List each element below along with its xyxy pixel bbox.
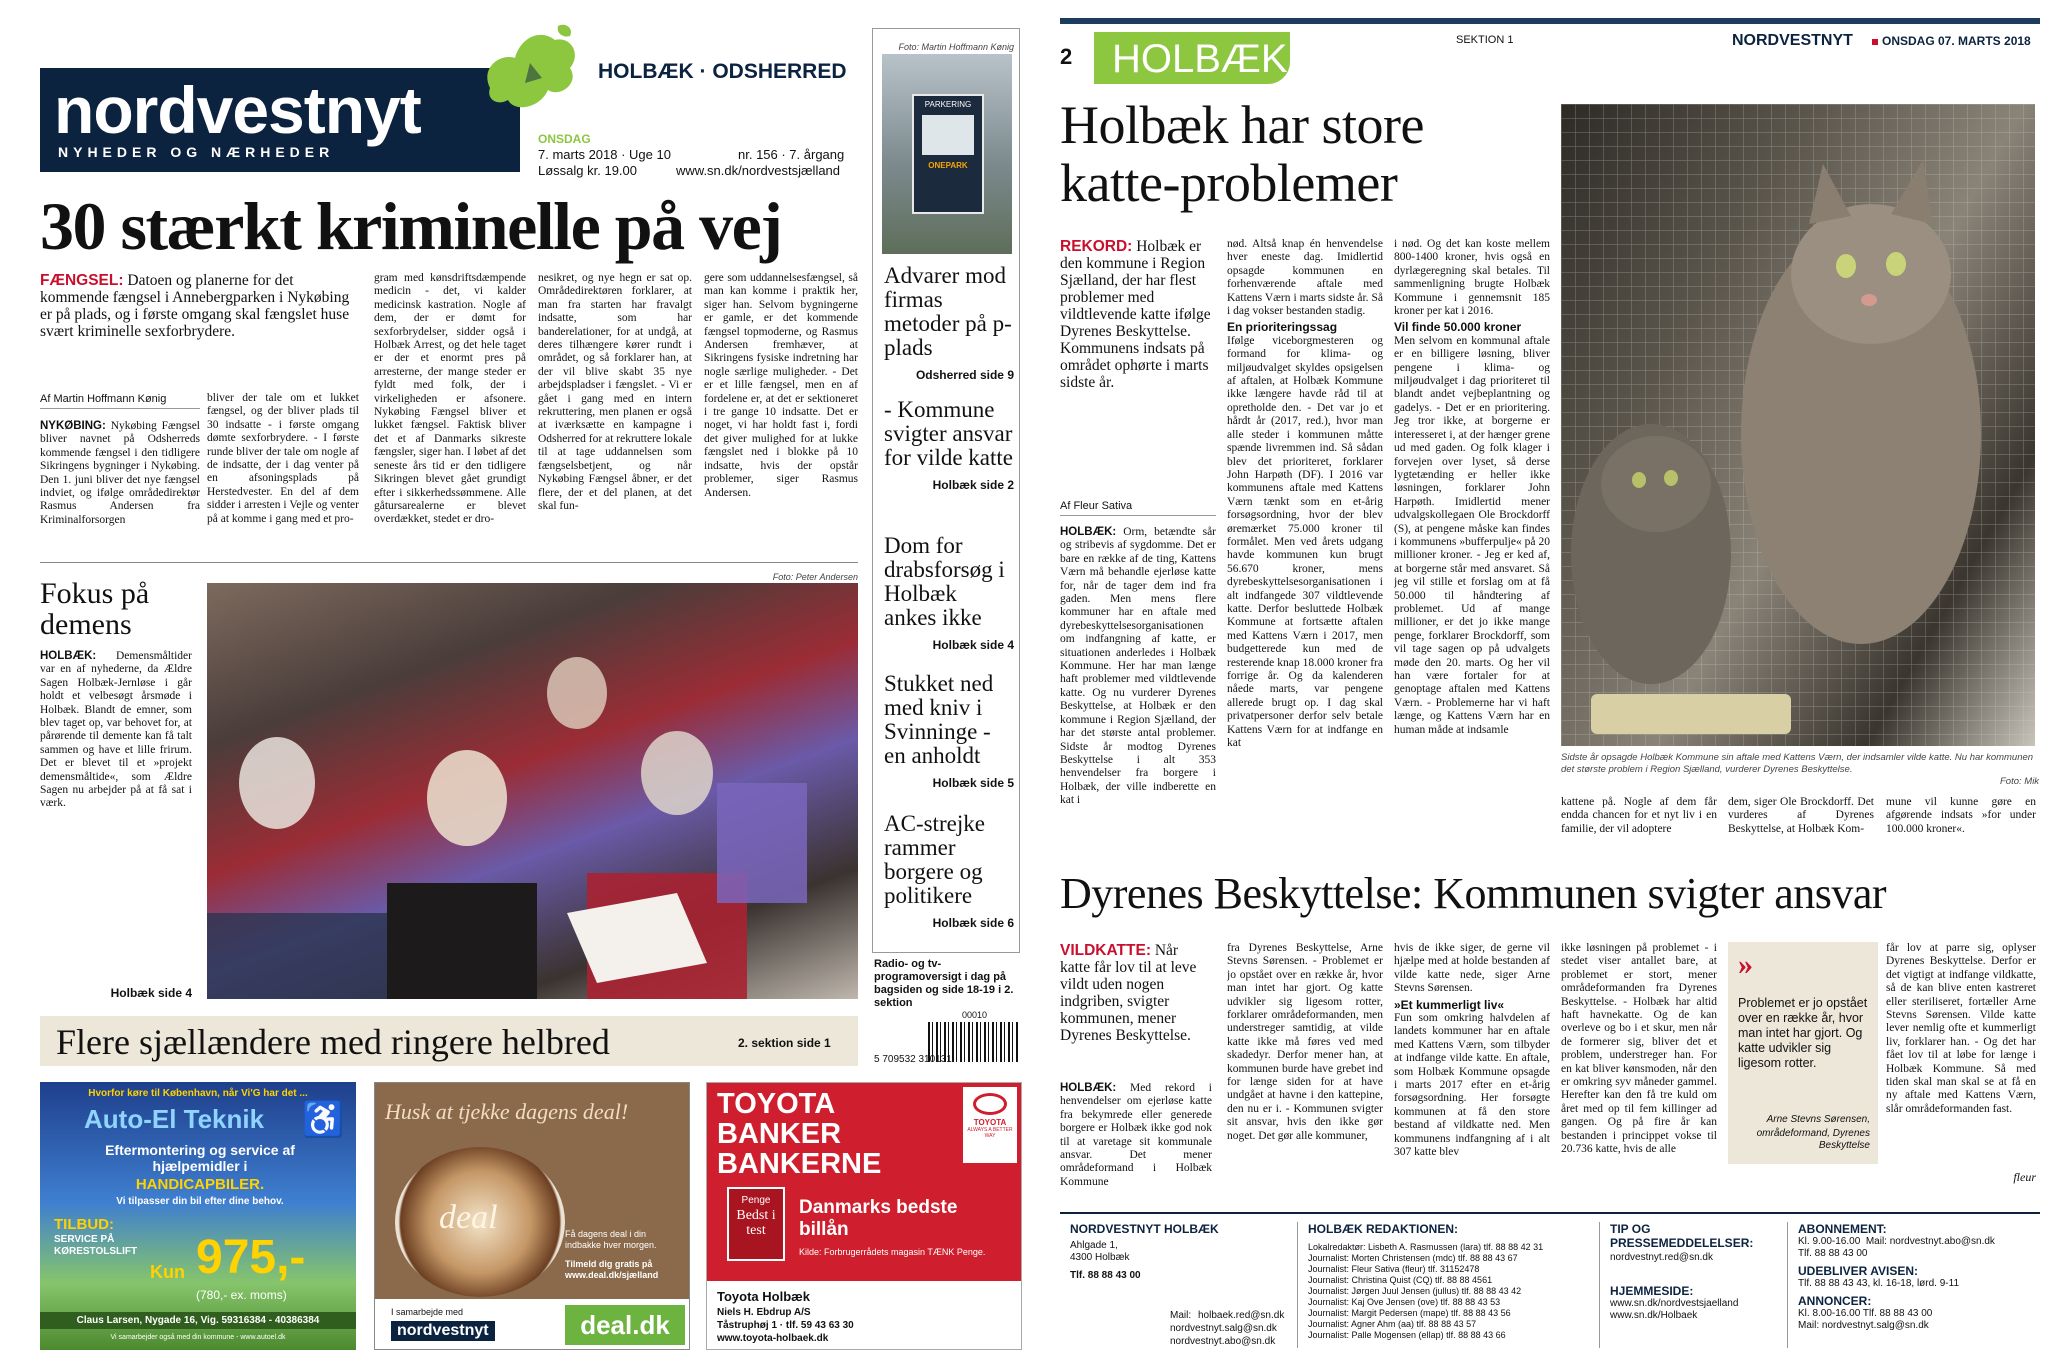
ad-toyota-headline: TOYOTA BANKER BANKERNE xyxy=(717,1088,882,1180)
lead-col-3: gram med kønsdriftsdæmpende medicin - det, vi kalder medicinsk kastration. Nogle af dem, der er dømt for sexforbrydelser, sidder også i Holbæk Arrest, og det hele taget er der et enormt pres på arresterne, der mange steder er fyldt med folk, der i virkeligheden er afsonere. Nykøbing Fængsel bliver et lukket fængsel. Faktisk bliver det et af Danmarks sikreste fængsler, siger han. I løbet af det seneste års tid er den tidligere Sikringen blevet gået grundigt efter i sikkerhedssømmene. Alle gåtursarealerne er blevet overdækket, stedet er dro- xyxy=(374,272,526,526)
masthead-price: Løssalg kr. 19.00 xyxy=(538,163,637,178)
coffee-cup xyxy=(395,1147,565,1297)
footer-abo: ABONNEMENT: Kl. 9.00-16.00 Mail: nordvestnyt.abo@sn.dk Tlf. 88 88 43 00 UDEBLIVER AVISEN: Tlf. 88 88 43 43, kl. 16-18, lørd. 9-11 ANNONCER: Kl. 8.00-16.00 Tlf. 88 88 43 00 Mail: nordvestnyt.salg@sn.dk xyxy=(1798,1222,2038,1348)
fokus-body: HOLBÆK: Demensmåltider var en af nyhederne, da Ældre Sagen Holbæk-Jernløse i går holdt et velbesøgt årsmøde i Holbæk. Blandt de emner, som blev taget op, var behovet for, at pårørende til demente kan få talt sammen og have et lille frirum. Det er blevet til et »projekt demensmåltide«, som Ældre Sagen nu arbejder på at få sat i værk. xyxy=(40,650,192,810)
banner[interactable] xyxy=(40,1016,858,1066)
story2-col-1: HOLBÆK: Med rekord i henvendelser om ejerløse katte fra bekymrede eller generede borgere er Holbæk ikke god nok til at varetage sit kommunale ansvar. Det mener områdeformand i Holbæk Kommune xyxy=(1060,1082,1212,1188)
ad-toyota[interactable] xyxy=(706,1082,1022,1350)
lead-headline: 30 stærkt kriminelle på vej xyxy=(40,188,782,264)
ad-toyota-dealer-line1: Niels H. Ebdrup A/S xyxy=(717,1307,811,1318)
quote-box xyxy=(1728,942,1878,1164)
parking-sign-brand: ONEPARK xyxy=(928,161,968,170)
lead-col-2: bliver der tale om et lukket fængsel, og der bliver plads til 30 indsatte - i første omgang dømte sexforbrydere. - I første runde bliver der tale om nogle af de indsatte, der i dag venter på en afsoningsplads på Herstedvester. En del af dem sidder i arresten i Vejle og venter på at komme i gang med et pro- xyxy=(207,392,359,525)
redaktion-line: Journalist: Morten Christensen (mdc) tlf. 88 88 43 67 xyxy=(1308,1253,1518,1263)
parking-sign xyxy=(912,94,984,214)
masthead-weekday: ONSDAG xyxy=(538,132,591,146)
teaser-item-4[interactable]: Stukket ned med kniv i Svinninge - en anholdt Holbæk side 5 xyxy=(884,671,1014,790)
cat-photo-scene xyxy=(1561,104,2035,746)
ad-autoel[interactable] xyxy=(40,1082,356,1350)
header-date-marker xyxy=(1872,39,1878,45)
ad-deal-logo: nordvestnyt xyxy=(391,1321,495,1341)
footer-mail-2[interactable]: nordvestnyt.salg@sn.dk xyxy=(1170,1323,1277,1334)
fokus-ref: Holbæk side 4 xyxy=(110,986,192,1000)
story1-col-2: nød. Altså knap én henvendelse hver eneste dag. Imidlertid opsagde kommunen en forhenværende aftale med Kattens Værn i marts sidste år. Så i dag vokser bestanden stadig. En prioriteringssag Ifølge viceborgmesteren og formand for klima- og miljøudvalget skyldes opsigelsen af aftalen, at Holbæk Kommune ikke længere havde råd til at opretholde den. - Det var jo et hårdt år (2017, red.), hvor man alle steder i kommunen måtte spænde livremmen ind. Så sådan blev det prioriteret, forklarer John Harpøth (DF). I 2016 var kommunens aftale med Kattens Værn tænkt som en et-årig forsøgsordning, hvor der blev øremærket 75.000 kroner til formålet. Men ved årets udgang havde kommunen kun brugt 56.670 kroner, mens dyrebeskyttelsesorganisationen i alt indfangede 307 vildtlevende katte. Derfor besluttede Holbæk Kommune at fortsætte aftalen med Kattens Værn i 2017, men budgetterede kun med de resterende knap 18.000 kroner fra forrige år. Og da kalenderen nåede marts, var pengene allerede brugt op. I dag skal privatpersoner derfor selv betale Kattens Værn for at indfange en kat xyxy=(1227,238,1383,750)
ad-toyota-logo-box xyxy=(963,1087,1017,1163)
ad-autoel-address: Claus Larsen, Nygade 16, Vig. 59316384 - 40386384 xyxy=(40,1312,356,1329)
redaktion-line: Lokalredaktør: Lisbeth A. Rasmussen (lara) tlf. 88 88 42 31 xyxy=(1308,1242,1544,1252)
teaser-item-5[interactable]: AC-strejke rammer borgere og politikere Holbæk side 6 xyxy=(884,811,1014,930)
barcode-top: 00010 xyxy=(962,1010,988,1020)
ad-autoel-tilbud: TILBUD: xyxy=(54,1216,114,1233)
quote-name: Arne Stevns Sørensen, xyxy=(1766,1114,1870,1125)
page-number: 2 xyxy=(1060,44,1073,69)
section-tab-label: HOLBÆK xyxy=(1112,37,1288,81)
section-divider xyxy=(40,562,858,563)
barcode-bottom: 5 709532 310131 xyxy=(874,1054,952,1065)
story2-col-4: ikke løsningen på problemet - i stedet viser antallet bare, at problemet er stort, mener områdeformanden fra Dyrenes Beskyttelse. - Holbæk har altid haft havnekatte. Og de kan overleve og bo i et skur, men når de formerer sig, bliver det et problem, understreger han. For en kat bliver kønsmoden, når den er omkring syv måneder gammel. Herefter kan den få tre kuld om året med op til fem killinger ad gangen. Og på fire år kan bestanden i princippet vokse til 20.736 katte, hvis de alle xyxy=(1561,942,1717,1156)
redaktion-line: Journalist: Kaj Ove Jensen (ove) tlf. 88 88 43 53 xyxy=(1308,1297,1501,1307)
lead-byline: Af Martin Hoffmann Kønig xyxy=(40,393,200,409)
footer-tips: TIP OG PRESSEMEDDELELSER: nordvestnyt.red@sn.dk HJEMMESIDE: www.sn.dk/nordvestsjaelland www.sn.dk/Holbaek xyxy=(1610,1222,1788,1348)
teaser-photo xyxy=(882,54,1012,254)
footer-office-title: NORDVESTNYT HOLBÆK xyxy=(1070,1222,1219,1236)
story1-byline: Af Fleur Sativa xyxy=(1060,500,1216,516)
banner-ref: 2. sektion side 1 xyxy=(738,1036,831,1050)
teaser-photo-credit: Foto: Martin Hoffmann Kønig xyxy=(898,42,1014,52)
teaser-item-3[interactable]: Dom for drabsforsøg i Holbæk ankes ikke Holbæk side 4 xyxy=(884,533,1014,652)
footer-mail-1[interactable]: holbaek.red@sn.dk xyxy=(1198,1310,1285,1321)
story1-col-5: dem, siger Ole Brockdorff. Det vurderes af Dyrenes Beskyttelse, at Holbæk Kom- xyxy=(1728,796,1874,835)
story1-col-6: mune vil kunne gøre en afgørende indsats »for under 100.000 kroner«. xyxy=(1886,796,2036,835)
lead-deck-text: Datoen og planerne for det kommende fængsel i Annebergparken i Nykøbing er på plads, og i første omgang skal fængslet huse svært kriminelle sexforbrydere. xyxy=(40,272,350,340)
story2-deck: VILDKATTE: Når katte får lov til at leve vildt uden nogen indgriben, svigter kommunen, mener Dyrenes Beskyttelse. xyxy=(1060,942,1197,1044)
section-tab xyxy=(1094,32,1290,84)
footer-office: NORDVESTNYT HOLBÆK Ahlgade 1, 4300 Holbæk Tlf. 88 88 43 00 Mail: holbaek.red@sn.dk nordvestnyt.salg@sn.dk nordvestnyt.abo@sn.dk xyxy=(1070,1222,1298,1348)
header-paper: NORDVESTNYT xyxy=(1732,32,1853,49)
parking-sign-title: PARKERING xyxy=(924,100,972,109)
teaser-item-1[interactable]: Advarer mod firmas metoder på p-plads Odsherred side 9 xyxy=(884,263,1014,382)
masthead-logo: nordvestnyt xyxy=(54,73,421,147)
ad-autoel-price: 975,- xyxy=(196,1231,306,1284)
footer-box xyxy=(1060,1212,2040,1353)
footer-web-2[interactable]: www.sn.dk/Holbaek xyxy=(1610,1310,1698,1321)
story1-deck: REKORD: Holbæk er den kommune i Region Sjælland, der har flest problemer med vildtlevende katte ifølge Dyrenes Beskyttelse. Kommunens indsats på området ophørte i marts sidste år. xyxy=(1060,238,1211,391)
teaser-item-2[interactable]: - Kommune svigter ansvar for vilde katte Holbæk side 2 xyxy=(884,397,1014,492)
ad-toyota-dealer: Toyota Holbæk xyxy=(717,1289,810,1304)
ad-autoel-line2: HANDICAPBILER. xyxy=(135,1176,265,1193)
region-map-graphic xyxy=(470,18,590,128)
story2-col-6: får lov at parre sig, oplyser Dyrenes Beskyttelse. Derfor er det vigtigt at indfange vildkatte, så de kan blive enten kastreret eller steriliseret, fortæller Arne Stevns Sørensen. Vilde katte lever nemlig ofte et kummerligt liv, forklarer han. - Og det har fået lov til at løbe for længe i Holbæk Kommune. Så med tiden skal man skal se at få en ny aftale med Kattens Værn, slår områdeformanden fast. xyxy=(1886,942,2036,1115)
ad-deal-samarbejde: I samarbejde med xyxy=(391,1307,464,1317)
masthead-tagline: NYHEDER OG NÆRHEDER xyxy=(58,144,335,160)
footer-annonce-mail[interactable]: Mail: nordvestnyt.salg@sn.dk xyxy=(1798,1320,1929,1331)
right-page xyxy=(1060,0,2048,1353)
ad-autoel-kun: Kun xyxy=(150,1262,185,1282)
ad-autoel-ex: (780,- ex. moms) xyxy=(196,1288,287,1302)
story2-headline: Dyrenes Beskyttelse: Kommunen svigter ansvar xyxy=(1060,869,1887,918)
masthead-website[interactable]: www.sn.dk/nordvestsjælland xyxy=(676,163,841,178)
cat-photo-caption: Sidste år opsagde Holbæk Kommune sin aftale med Kattens Værn, der indsamler vilde katte. Nu har kommunen det største problem i Region Sjælland, vurderer Dyrenes Beskyttelse. xyxy=(1561,752,2034,775)
section-label: SEKTION 1 xyxy=(1456,34,1514,46)
cat-photo xyxy=(1561,104,2035,746)
banner-headline: Flere sjællændere med ringere helbred xyxy=(56,1022,610,1062)
ad-autoel-line3: Vi tilpasser din bil efter dine behov. xyxy=(116,1196,284,1207)
masthead-logo-box xyxy=(40,68,520,172)
masthead-issue: nr. 156 · 7. årgang xyxy=(738,147,845,162)
ad-toyota-dealer-line2: Tåstruphøj 1 · tlf. 59 43 63 30 xyxy=(717,1320,854,1331)
fokus-photo xyxy=(207,583,858,999)
ad-autoel-line1: Eftermontering og service af hjælpemidler i xyxy=(105,1142,295,1174)
redaktion-line: Journalist: Fleur Sativa (fleur) tlf. 31152478 xyxy=(1308,1264,1480,1274)
ad-toyota-badge2: Bedst i test xyxy=(736,1208,776,1238)
ad-autoel-brand: Auto-El Teknik xyxy=(84,1104,265,1134)
lead-kicker: FÆNGSEL: xyxy=(40,272,124,289)
header-date: ONSDAG 07. MARTS 2018 xyxy=(1882,34,2031,48)
redaktion-line: Journalist: Jørgen Juul Jensen (jullus) tlf. 88 88 43 42 xyxy=(1308,1286,1522,1296)
ad-autoel-top: Hvorfor køre til København, når Vi'G har det ... xyxy=(88,1088,308,1099)
fokus-photo-scene xyxy=(207,583,858,999)
ad-toyota-line2: Kilde: Forbrugerrådets magasin TÆNK Penge. xyxy=(799,1247,986,1257)
ad-toyota-dealer-line3: www.toyota-holbaek.dk xyxy=(717,1333,829,1344)
fokus-headline: Fokus på demens xyxy=(40,577,150,641)
story2-col-3: hvis de ikke siger, de gerne vil hjælpe med at holde bestanden af vilde katte nede, siger Arne Stevns Sørensen. »Et kummerligt liv« Fun som omkring halvdelen af landets kommuner har en aftale med Kattens Værn, som tilbyder at indfange vilde katte. En aftale, som Holbæk Kommune opsagde i marts 2017 efter en et-årig forsøgsordning. Her forsøgte kommunen at få den store bestand af vildkatte ned. Men kommunens indfangning af i alt 307 katte blev xyxy=(1394,942,1550,1159)
ad-toyota-badge xyxy=(727,1187,785,1261)
fokus-photo-credit: Foto: Peter Andersen xyxy=(772,572,858,582)
ad-autoel-small: Vi samarbejder også med din kommune - www.autoel.dk xyxy=(110,1334,286,1341)
story1-headline: Holbæk har store katte-problemer xyxy=(1060,95,1424,213)
story1-col-1: HOLBÆK: Orm, betændte sår og stribevis af sygdomme. Det er bare en række af de ting, Kattens Værn må behandle ejerløse katte for, når de tager dem ind fra gaden. Men mens flere kommuner har en aftale med dyrebeskyttelsesorganisationen om indfangning af katte, er situationen anderledes i Holbæk Kommune. Her har man længe haft problemer med vildtlevende katte. Og nu vurderer Dyrenes Beskyttelse, at Holbæk er den kommune i Region Sjælland, der har det største antal problemer. Sidste år modtog Dyrenes Beskyttelse i alt 353 henvendelser fra borgere i Holbæk, der ville indberette en kat i xyxy=(1060,526,1216,807)
footer-tips-mail[interactable]: nordvestnyt.red@sn.dk xyxy=(1610,1252,1713,1263)
toyota-logo-icon xyxy=(973,1093,1007,1115)
ad-toyota-brand: TOYOTA xyxy=(973,1118,1007,1127)
ad-toyota-slogan: ALWAYS A BETTER WAY xyxy=(967,1127,1013,1139)
masthead-date: 7. marts 2018 · Uge 10 xyxy=(538,147,671,162)
ad-deal-side1: Få dagens deal i din indbakke hver morgen. xyxy=(565,1229,657,1250)
story1-col-3: i nød. Og det kan koste mellem 800-1400 kroner, hvis også en dyrlægeregning skal betales. Til sammenligning brugte Holbæk Kommune i gennemsnit 185 kroner per kat i 2016. Vil finde 50.000 kroner Men selvom en kommunal aftale er en billigere løsning, bliver pengene i klima- og miljøudvalget i dag prioriteret til blandt andet vejbeplantning og gadelys. - Det er en prioritering. Jeg tror ikke, at borgerne er interesseret i, at der hænger grene ud med gaden. Og folk klager i forvejen over lyset, så derse lygtetænding er heller ikke løsningen, forklarer John Harpøth. Imidlertid mener udvalgskollegaen Ole Brockdorff (S), at pengene måske kan findes i kommunens »bufferpulje« på 20 millioner kroner. - Jeg er ked af, at borgerne står med ansvaret. Så jeg vil stille et forslag om at få 50.000 til håndtering af problemet. Ud af mange millioner, er det jo ikke mange penge, forklarer Brockdorff, som vil tage sagen op på udvalgets møde den 20. marts. Og her vil han være fortaler for at genoptage aftalen med Kattens Værn. - Problemerne har vi haft længe, og Kattens Værn har en human måde at indsamle xyxy=(1394,238,1550,736)
footer-mail-3[interactable]: nordvestnyt.abo@sn.dk xyxy=(1170,1336,1276,1347)
lead-col-5: gere som uddannelsesfængsel, så man kan komme i praktik her, siger han. Selvom bygningerne er gamle, er det kommende fængsel topmoderne, og Rasmus Andersen fremhæver, at Sikringens fysiske indretning har nogle særlige muligheder. - Det er et lille fængsel, men en af fordelene er, at det er sektioneret i tre gange 10 indsatte. Det er noget, vi har holdt fast i, fordi det giver mulighed for at lukke fængslet ned i blokke på 10 indsatte, hvis der opstår problemer, siger Rasmus Andersen. xyxy=(704,272,858,499)
masthead-regions: HOLBÆK · ODSHERRED xyxy=(598,60,847,83)
ad-deal[interactable] xyxy=(374,1082,690,1350)
ad-autoel-service: SERVICE PÅ KØRESTOLSLIFT xyxy=(54,1234,138,1257)
redaktion-line: Journalist: Margit Pedersen (mape) tlf. 88 88 43 56 xyxy=(1308,1308,1511,1318)
lead-col-1: NYKØBING: Nykøbing Fængsel bliver navnet på Odsherreds kommende fængsel i den tidligere Sikringens bygninger i Nykøbing. Den 1. juni bliver det nye fængsel indviet, og ifølge områdedirektør Rasmus Andersen fra Kriminalforsorgen xyxy=(40,420,200,526)
footer-abo-mail[interactable]: Mail: nordvestnyt.abo@sn.dk xyxy=(1865,1236,1995,1247)
story1-col-4: kattene på. Nogle af dem får endda chancen for et nyt liv i en familie, der vil adoptere xyxy=(1561,796,1717,835)
wheelchair-icon: ♿ xyxy=(302,1102,345,1139)
footer-web-1[interactable]: www.sn.dk/nordvestsjaelland xyxy=(1610,1298,1739,1309)
redaktion-line: Journalist: Agner Ahm (aa) tlf. 88 88 43 57 xyxy=(1308,1319,1477,1329)
ad-deal-domain: deal.dk xyxy=(565,1305,685,1345)
ad-deal-cup-text: deal xyxy=(439,1199,498,1236)
quote-text: Problemet er jo opstået over en række år, hvor man intet har gjort. Og katte udvikler sig ligesom rotter. xyxy=(1738,996,1868,1070)
lead-deck xyxy=(40,272,360,340)
redaktion-line: Journalist: Christina Quist (CQ) tlf. 88 88 4561 xyxy=(1308,1275,1493,1285)
footer-redaktion: HOLBÆK REDAKTIONEN: Lokalredaktør: Lisbeth A. Rasmussen (lara) tlf. 88 88 42 31 Journalist: Morten Christensen (mdc) tlf. 88 88 43 67 Journalist: Fleur Sativa (fleur) tlf. 31152478 Journalist: Christina Quist (CQ) tlf. 88 88 4561 Journalist: Jørgen Juul Jensen (jullus) tlf. 88 88 43 42 Journalist: Kaj Ove Jensen (ove) tlf. 88 88 43 53 Journalist: Margit Pedersen (mape) tlf. 88 88 43 56 Journalist: Agner Ahm (aa) tlf. 88 88 43 57 Journalist: Palle Mogensen (ellap) tlf. 88 88 43 66 xyxy=(1308,1222,1600,1348)
header-rule xyxy=(1060,18,2040,24)
lead-col-4: nesikret, og nye hegn er sat op. Områdedirektøren forklarer, at man fra starten har fravalgt indsatte, som har banderelationer, for at undgå, at deres tilhængere kører rundt i området, og så forklarer han, at der vil blive skabt 35 nye arbejdspladser i fængslet. - Vi er gået i gang med en intern rekruttering, men planen er også at iværksætte en kampagne i Odsherred for at rekruttere lokale til at tage uddannelsen som fængselsbetjent, og når Nykøbing Fængsel åbner, er det flere, der et del planen, at det skal fun- xyxy=(538,272,692,512)
radio-note: Radio- og tv-programoversigt i dag på bagsiden og side 18-19 i 2. sektion xyxy=(874,958,1014,1009)
ad-toyota-line1: Danmarks bedste billån xyxy=(799,1197,958,1240)
ad-toyota-badge1: Penge xyxy=(741,1195,771,1206)
story2-signoff: fleur xyxy=(2013,1170,2036,1184)
ad-deal-side2: Tilmeld dig gratis på www.deal.dk/sjælland xyxy=(565,1259,659,1280)
redaktion-line: Journalist: Palle Mogensen (ellap) tlf. 88 88 43 66 xyxy=(1308,1330,1506,1340)
ad-deal-script: Husk at tjekke dagens deal! xyxy=(385,1099,629,1124)
quote-role: områdeformand, Dyrenes Beskyttelse xyxy=(1756,1128,1870,1151)
story2-col-2: fra Dyrenes Beskyttelse, Arne Stevns Sørensen. - Problemet er jo opstået over en række år, hvor man intet har gjort. Og katte udvikler sig ligesom rotter, forklarer områdeformanden, men understreger samtidig, at vilde katte ikke må føres ved med skadedyr. Derfor mener han, at kommunen burde have grebet ind for længe siden for at have undgået at havne i den kattepine, den nu er i. - Kommunen svigter sit ansvar, hvis den ikke gør noget. Det gør alle kommuner, xyxy=(1227,942,1383,1142)
quote-mark-icon: » xyxy=(1738,948,1753,981)
cat-photo-credit: Foto: Mik xyxy=(2000,776,2040,787)
